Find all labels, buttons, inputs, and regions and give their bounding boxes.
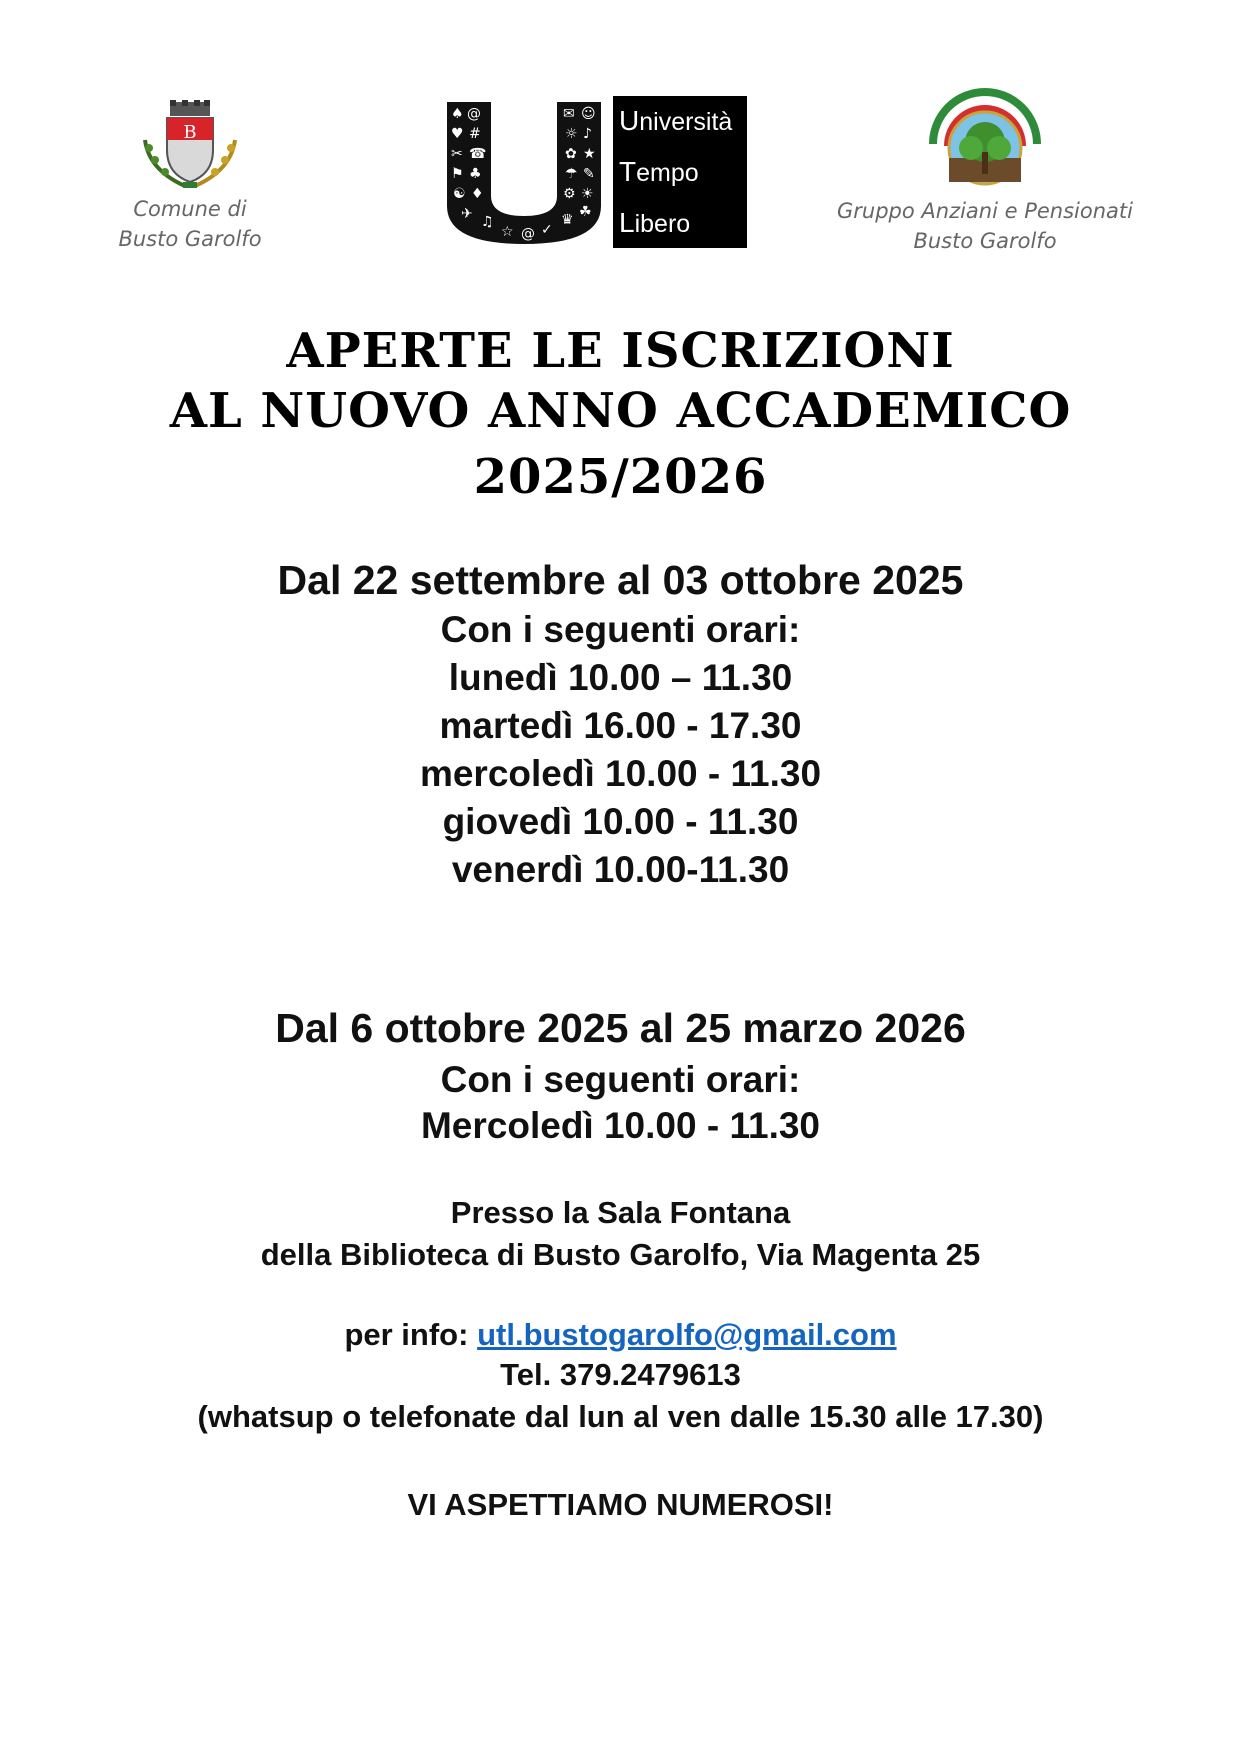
utl-line-3: Libero [619,206,691,238]
comune-logo-block [110,100,270,254]
svg-text:♛: ♛ [561,212,574,228]
period2-hours-wed: Mercoledì 10.00 - 11.30 [420,1105,820,1146]
email-link[interactable]: utl.bustogarolfo@gmail.com [477,1317,897,1352]
svg-text:B: B [183,122,197,143]
phone-number: Tel. 379.2479613 [500,1357,741,1392]
svg-text:✈: ✈ [461,206,473,222]
svg-text:☆: ☆ [501,224,514,240]
svg-text:♦: ♦ [471,186,484,202]
svg-text:★: ★ [583,146,596,162]
period1-hours-tue: martedì 16.00 - 17.30 [439,705,802,746]
comune-caption-line1: Comune di [133,197,247,221]
period1-hours-thu: giovedì 10.00 - 11.30 [442,801,799,842]
contact-hours-note: (whatsup o telefonate dal lun al ven dalle 15.30 alle 17.30) [197,1399,1044,1434]
gruppo-caption-line2: Busto Garolfo [913,229,1057,253]
gruppo-anziani-logo-block [835,82,1135,256]
tree-emblem-icon [925,82,1045,192]
svg-text:✎: ✎ [583,166,595,182]
period2-subheading: Con i seguenti orari: [440,1059,801,1100]
svg-text:☎: ☎ [469,146,487,162]
utl-line-2: Tempo [619,155,699,187]
period1-subheading: Con i seguenti orari: [440,609,801,650]
period2-heading: Dal 6 ottobre 2025 al 25 marzo 2026 [275,1005,966,1051]
svg-text:✓: ✓ [541,222,553,238]
location-line-1: Presso la Sala Fontana [450,1195,791,1230]
period1-heading: Dal 22 settembre al 03 ottobre 2025 [277,557,964,603]
svg-text:✉: ✉ [563,106,575,122]
title-line-3: 2025/2026 [473,449,768,505]
contact-info-line [0,1316,1241,1354]
svg-text:⚙: ⚙ [563,186,576,202]
title-line-2: AL NUOVO ANNO ACCADEMICO [169,383,1072,439]
svg-text:#: # [469,126,481,142]
svg-text:☼: ☼ [565,126,578,142]
utl-line-1: Università [619,105,733,137]
period1-hours-mon: lunedì 10.00 – 11.30 [448,657,793,698]
title-line-1: APERTE LE ISCRIZIONI [286,323,955,379]
svg-text:♣: ♣ [469,166,482,182]
svg-text:✂: ✂ [451,146,463,162]
svg-text:⚑: ⚑ [451,166,464,182]
location-line-2: della Biblioteca di Busto Garolfo, Via Magenta 25 [260,1237,981,1272]
svg-text:☯: ☯ [453,186,466,202]
svg-text:✿: ✿ [565,146,577,162]
comune-caption-line2: Busto Garolfo [118,227,262,251]
gruppo-caption-line1: Gruppo Anziani e Pensionati [837,199,1133,223]
svg-text:♪: ♪ [583,126,592,142]
period1-hours-wed: mercoledì 10.00 - 11.30 [419,753,822,794]
svg-text:@: @ [521,226,535,242]
utl-wordmark [607,96,747,248]
svg-text:☘: ☘ [579,204,592,220]
closing-message: VI ASPETTIAMO NUMEROSI! [407,1487,834,1522]
svg-text:☺: ☺ [581,106,596,122]
svg-text:♥: ♥ [451,126,464,142]
period1-hours-fri: venerdì 10.00-11.30 [451,849,790,890]
utl-collage-icon [441,96,607,248]
svg-text:☂: ☂ [565,166,578,182]
svg-text:@: @ [467,106,481,122]
info-label: per info: [344,1317,469,1352]
svg-text:♠: ♠ [451,106,464,122]
utl-logo [441,96,751,248]
svg-text:☀: ☀ [581,186,594,202]
coat-of-arms-icon [135,100,245,190]
svg-text:♫: ♫ [481,214,494,230]
